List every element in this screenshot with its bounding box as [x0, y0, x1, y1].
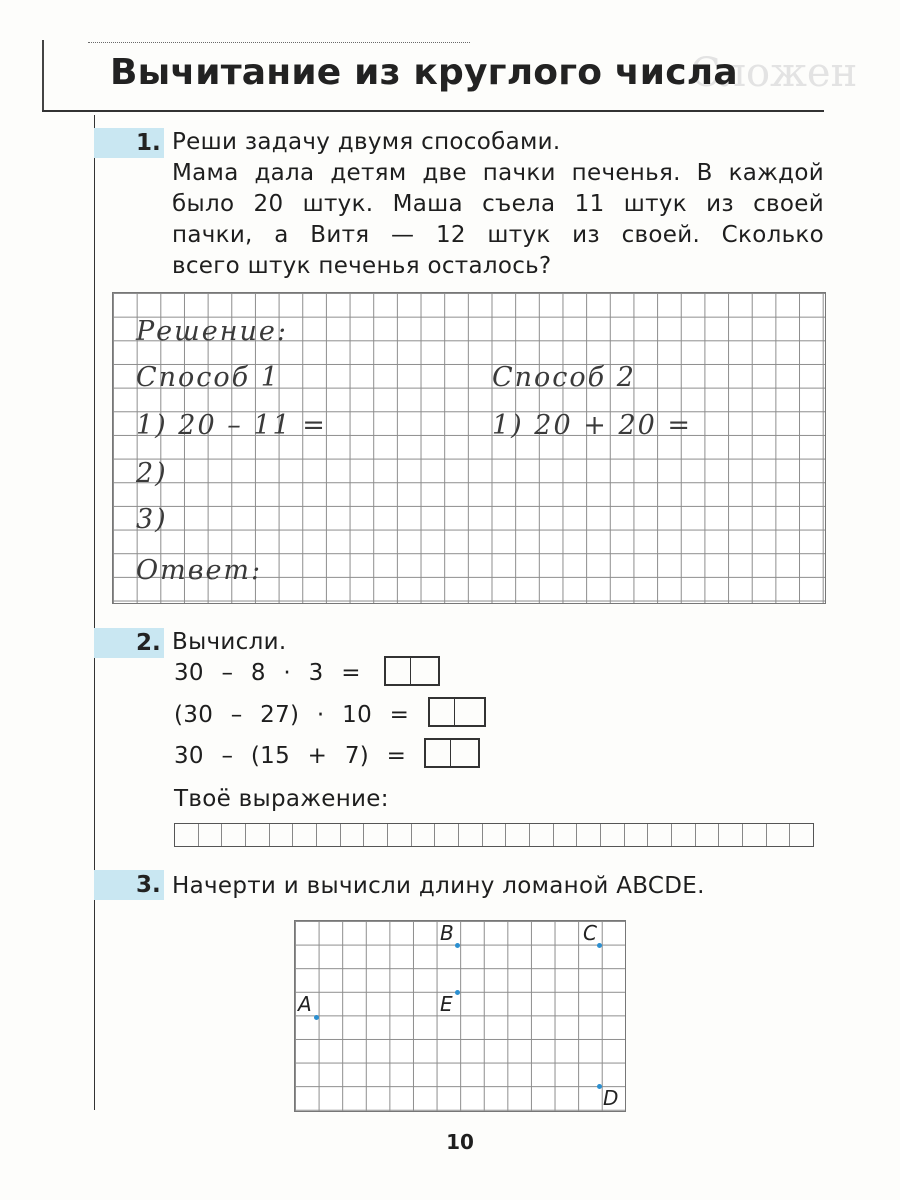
answer-box-1[interactable] — [384, 656, 440, 686]
writing-cell[interactable] — [743, 824, 767, 846]
writing-cell[interactable] — [270, 824, 294, 846]
label-d: D — [603, 1086, 619, 1110]
writing-cell[interactable] — [317, 824, 341, 846]
label-b: B — [440, 921, 454, 945]
header-dotted-line — [88, 42, 470, 43]
writing-cell[interactable] — [790, 824, 813, 846]
writing-cell[interactable] — [648, 824, 672, 846]
task1-instruction: Реши задачу двумя способами. — [172, 129, 561, 155]
writing-cell[interactable] — [530, 824, 554, 846]
task1-line-2: было 20 штук. Маша съела 11 штук из своей — [172, 191, 824, 217]
task3-number: 3. — [136, 872, 161, 898]
task1-line-3: пачки, а Витя — 12 штук из своей. Сколько — [172, 222, 824, 248]
point-d — [597, 1084, 602, 1089]
writing-cell[interactable] — [601, 824, 625, 846]
answer-box-2[interactable] — [428, 697, 486, 727]
point-c — [597, 943, 602, 948]
writing-cell[interactable] — [672, 824, 696, 846]
task1-line-4: всего штук печенья осталось? — [172, 253, 552, 279]
hw-way1: Способ 1 — [136, 362, 280, 393]
point-a — [314, 1015, 319, 1020]
writing-cell[interactable] — [767, 824, 791, 846]
writing-cell[interactable] — [696, 824, 720, 846]
page-title: Вычитание из круглого числа — [110, 52, 738, 93]
writing-cell[interactable] — [554, 824, 578, 846]
hw-way2-step1: 1) 20 + 20 = — [492, 410, 693, 441]
writing-cell[interactable] — [222, 824, 246, 846]
expression-2: (30 – 27) · 10 = — [174, 702, 410, 728]
task1-number: 1. — [136, 130, 161, 156]
writing-cell[interactable] — [199, 824, 223, 846]
own-expression-cells[interactable] — [174, 823, 814, 847]
writing-cell[interactable] — [435, 824, 459, 846]
label-c: C — [583, 921, 597, 945]
hw-way1-step1: 1) 20 – 11 = — [136, 410, 327, 441]
task3-grid[interactable] — [294, 920, 626, 1112]
own-expression-label: Твоё выражение: — [174, 786, 389, 812]
task3-instruction: Начерти и вычисли длину ломаной ABCDE. — [172, 873, 705, 899]
expression-1: 30 – 8 · 3 = — [174, 660, 361, 686]
hw-answer: Ответ: — [136, 555, 263, 586]
writing-cell[interactable] — [719, 824, 743, 846]
hw-way1-step2: 2) — [136, 458, 168, 489]
hw-way1-step3: 3) — [136, 504, 168, 535]
writing-cell[interactable] — [341, 824, 365, 846]
point-e — [455, 990, 460, 995]
writing-cell[interactable] — [293, 824, 317, 846]
page-number: 10 — [446, 1130, 474, 1154]
writing-cell[interactable] — [388, 824, 412, 846]
header-left-rule — [42, 40, 44, 112]
hw-way2: Способ 2 — [492, 362, 636, 393]
bleed-through-text: Сложен — [690, 50, 858, 96]
writing-cell[interactable] — [483, 824, 507, 846]
writing-cell[interactable] — [459, 824, 483, 846]
page-left-rule — [94, 115, 95, 1110]
writing-cell[interactable] — [412, 824, 436, 846]
label-e: E — [440, 992, 453, 1016]
writing-cell[interactable] — [364, 824, 388, 846]
task1-line-1: Мама дала детям две пачки печенья. В каждой — [172, 160, 824, 186]
writing-cell[interactable] — [506, 824, 530, 846]
expression-3: 30 – (15 + 7) = — [174, 743, 407, 769]
writing-cell[interactable] — [175, 824, 199, 846]
label-a: A — [298, 992, 312, 1016]
writing-cell[interactable] — [625, 824, 649, 846]
point-b — [455, 943, 460, 948]
task2-number: 2. — [136, 630, 161, 656]
writing-cell[interactable] — [577, 824, 601, 846]
writing-cell[interactable] — [246, 824, 270, 846]
task2-instruction: Вычисли. — [172, 629, 287, 655]
hw-solution: Решение: — [136, 316, 288, 347]
answer-box-3[interactable] — [424, 738, 480, 768]
header-bottom-rule — [42, 110, 824, 112]
